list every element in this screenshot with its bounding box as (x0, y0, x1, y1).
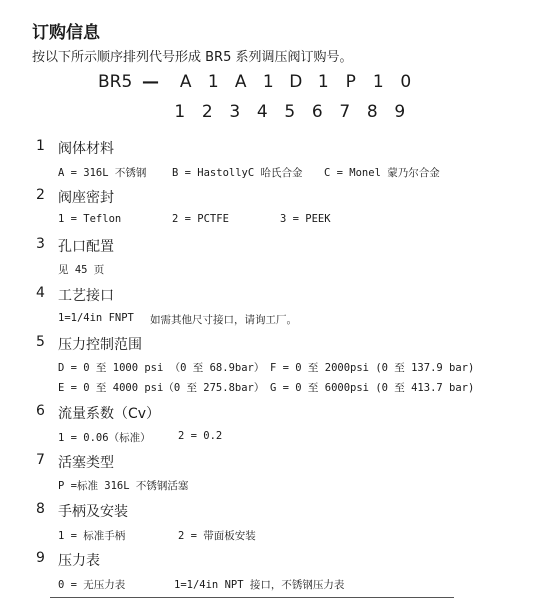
order-code-example (98, 72, 420, 92)
option-text: 1=1/4in FNPT (58, 312, 134, 324)
option-text: 3 = PEEK (280, 213, 331, 225)
option-text: E = 0 至 4000 psi（0 至 275.8bar） (58, 382, 265, 394)
position-number: 5 (284, 102, 296, 122)
code-position-numbers (166, 102, 414, 122)
option-text: 2 = 0.2 (178, 430, 223, 442)
code-char: 1 (317, 72, 329, 92)
bottom-divider (50, 597, 454, 598)
section-title: 阀座密封 (58, 190, 114, 206)
option-text: B = HastollyC 哈氏合金 (172, 167, 303, 179)
page-title: 订购信息 (32, 23, 100, 43)
option-text: 如需其他尺寸接口，请询工厂。 (150, 314, 297, 326)
position-number: 2 (201, 102, 213, 122)
code-prefix: BR5 (98, 72, 133, 92)
section-number: 4 (36, 285, 45, 301)
code-dash: — (142, 72, 159, 92)
option-text: 1 = Teflon (58, 213, 122, 225)
option-text: F = 0 至 2000psi (0 至 137.9 bar) (270, 362, 475, 374)
code-char: 0 (400, 72, 412, 92)
code-char: P (345, 72, 356, 92)
option-text: G = 0 至 6000psi (0 至 413.7 bar) (270, 382, 475, 394)
section-number: 9 (36, 550, 45, 566)
option-text: P =标准 316L 不锈钢活塞 (58, 480, 189, 492)
code-char: D (289, 72, 303, 92)
section-title: 压力表 (58, 553, 100, 569)
position-number: 7 (339, 102, 351, 122)
option-text: 2 = 带面板安装 (178, 530, 256, 542)
code-char: 1 (372, 72, 384, 92)
position-number: 6 (311, 102, 323, 122)
option-text: 1=1/4in NPT 接口，不锈钢压力表 (174, 579, 345, 591)
position-number: 4 (256, 102, 268, 122)
section-title: 手柄及安装 (58, 504, 128, 520)
option-text: A = 316L 不锈钢 (58, 167, 147, 179)
section-number: 7 (36, 452, 45, 468)
option-text: 见 45 页 (58, 264, 105, 276)
option-text: 0 = 无压力表 (58, 579, 126, 591)
section-number: 8 (36, 501, 45, 517)
code-char: A (179, 72, 192, 92)
section-number: 3 (36, 236, 45, 252)
option-text: C = Monel 蒙乃尔合金 (324, 167, 440, 179)
section-number: 6 (36, 403, 45, 419)
option-text: 1 = 0.06（标准） (58, 432, 151, 444)
code-char: 1 (207, 72, 219, 92)
section-title: 压力控制范围 (58, 337, 142, 353)
position-number: 9 (394, 102, 406, 122)
option-text: 2 = PCTFE (172, 213, 229, 225)
section-number: 2 (36, 187, 45, 203)
code-char: 1 (262, 72, 274, 92)
section-title: 阀体材料 (58, 141, 114, 157)
code-char: A (234, 72, 247, 92)
section-number: 5 (36, 334, 45, 350)
section-title: 工艺接口 (58, 288, 114, 304)
section-number: 1 (36, 138, 45, 154)
position-number: 3 (229, 102, 241, 122)
option-text: D = 0 至 1000 psi （0 至 68.9bar） (58, 362, 265, 374)
position-number: 1 (174, 102, 186, 122)
option-text: 1 = 标准手柄 (58, 530, 126, 542)
section-title: 活塞类型 (58, 455, 114, 471)
section-title: 孔口配置 (58, 239, 114, 255)
position-number: 8 (366, 102, 378, 122)
intro-text: 按以下所示顺序排列代号形成 BR5 系列调压阀订购号。 (32, 50, 353, 65)
section-title: 流量系数（Cv） (58, 406, 161, 422)
